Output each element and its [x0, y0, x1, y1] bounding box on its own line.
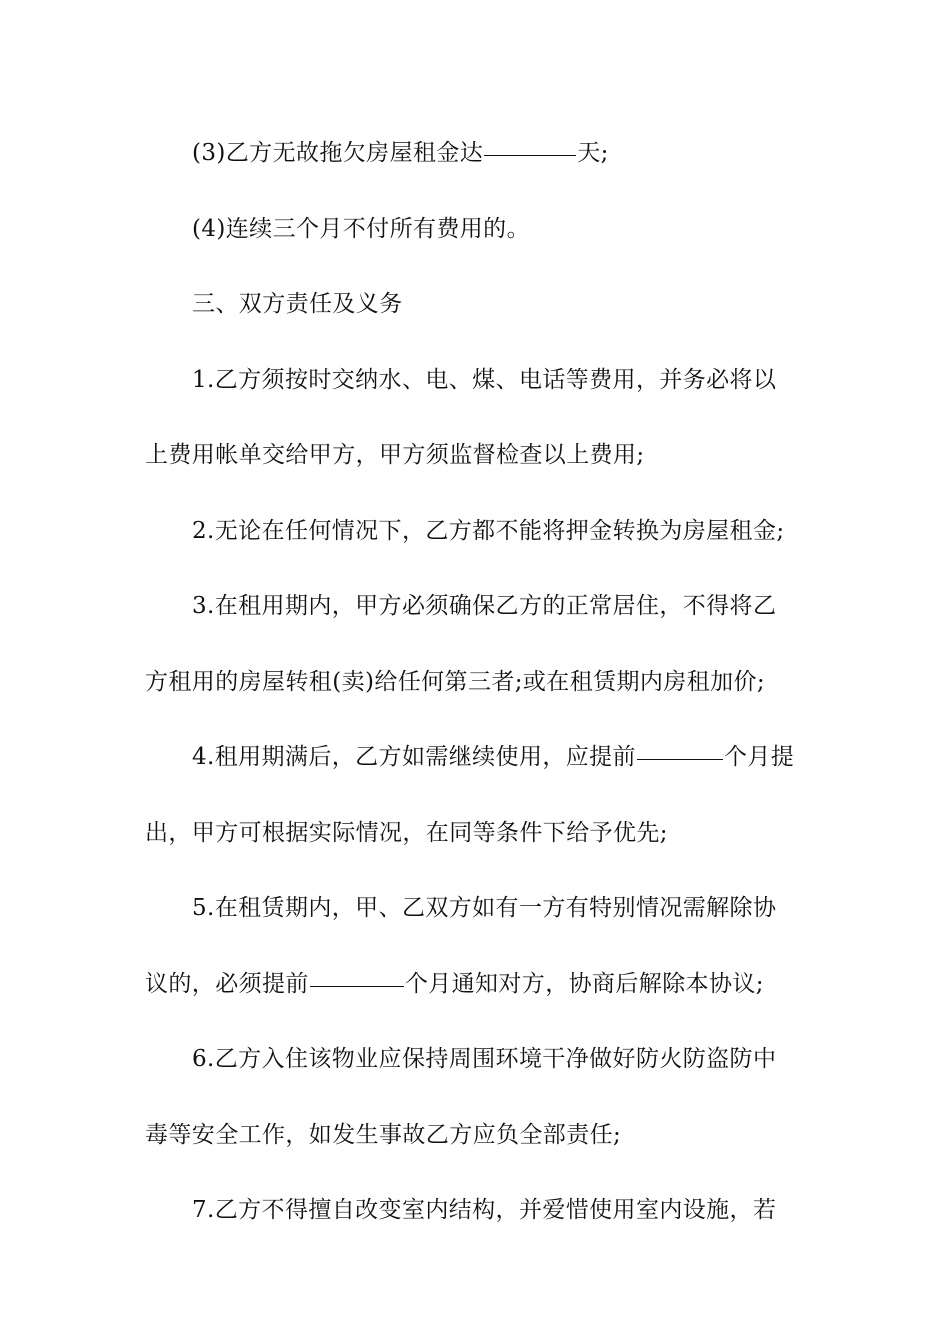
clause-text: 个月提 [723, 744, 795, 770]
clause-text: 方租用的房屋转租(卖)给任何第三者;或在租赁期内房租加价; [145, 668, 766, 695]
clause-text: 3.在租用期内，甲方必须确保乙方的正常居住，不得将乙 [192, 593, 777, 619]
clause-3-line-2 [145, 656, 810, 732]
clause-5-line-2 [145, 958, 810, 1034]
clause-text: 1.乙方须按时交纳水、电、煤、电话等费用，并务必将以 [192, 366, 777, 393]
clause-text: 个月通知对方，协商后解除本协议; [404, 970, 764, 997]
fill-in-blank-months [637, 733, 723, 760]
section-heading-text: 三、双方责任及义务 [192, 291, 403, 317]
clause-1-line-1 [145, 354, 810, 430]
clause-text: 议的，必须提前 [145, 970, 309, 997]
clause-3-3-line [145, 127, 810, 203]
clause-text: 上费用帐单交给甲方，甲方须监督检查以上费用; [145, 442, 645, 468]
clause-1-line-2 [145, 429, 810, 505]
fill-in-blank-days [484, 129, 576, 156]
clause-text: 出，甲方可根据实际情况，在同等条件下给予优先; [145, 819, 668, 846]
clause-7-line-1 [145, 1184, 810, 1260]
clause-text: 2.无论在任何情况下，乙方都不能将押金转换为房屋租金; [192, 517, 785, 544]
clause-text: 4.租用期满后，乙方如需继续使用，应提前 [192, 744, 636, 770]
clause-text: 5.在租赁期内，甲、乙双方如有一方有特别情况需解除协 [192, 895, 777, 921]
clause-4-line-2 [145, 807, 810, 883]
clause-5-line-1 [145, 882, 810, 958]
clause-3-4-line [145, 203, 810, 279]
clause-text: 天; [577, 140, 609, 166]
clause-4-line-1 [145, 731, 810, 807]
section-heading-responsibilities [145, 278, 810, 354]
clause-text: 毒等安全工作，如发生事故乙方应负全部责任; [145, 1121, 622, 1148]
clause-6-line-2 [145, 1109, 810, 1185]
clause-text: 7.乙方不得擅自改变室内结构，并爱惜使用室内设施，若 [192, 1197, 777, 1223]
clause-text: (3)乙方无故拖欠房屋租金达 [192, 140, 484, 166]
clause-3-line-1 [145, 580, 810, 656]
clause-6-line-1 [145, 1033, 810, 1109]
document-body [145, 127, 810, 1260]
clause-2-line [145, 505, 810, 581]
fill-in-blank-notice-months [310, 960, 404, 987]
clause-text: (4)连续三个月不付所有费用的。 [192, 215, 530, 242]
clause-text: 6.乙方入住该物业应保持周围环境干净做好防火防盗防中 [192, 1046, 777, 1072]
